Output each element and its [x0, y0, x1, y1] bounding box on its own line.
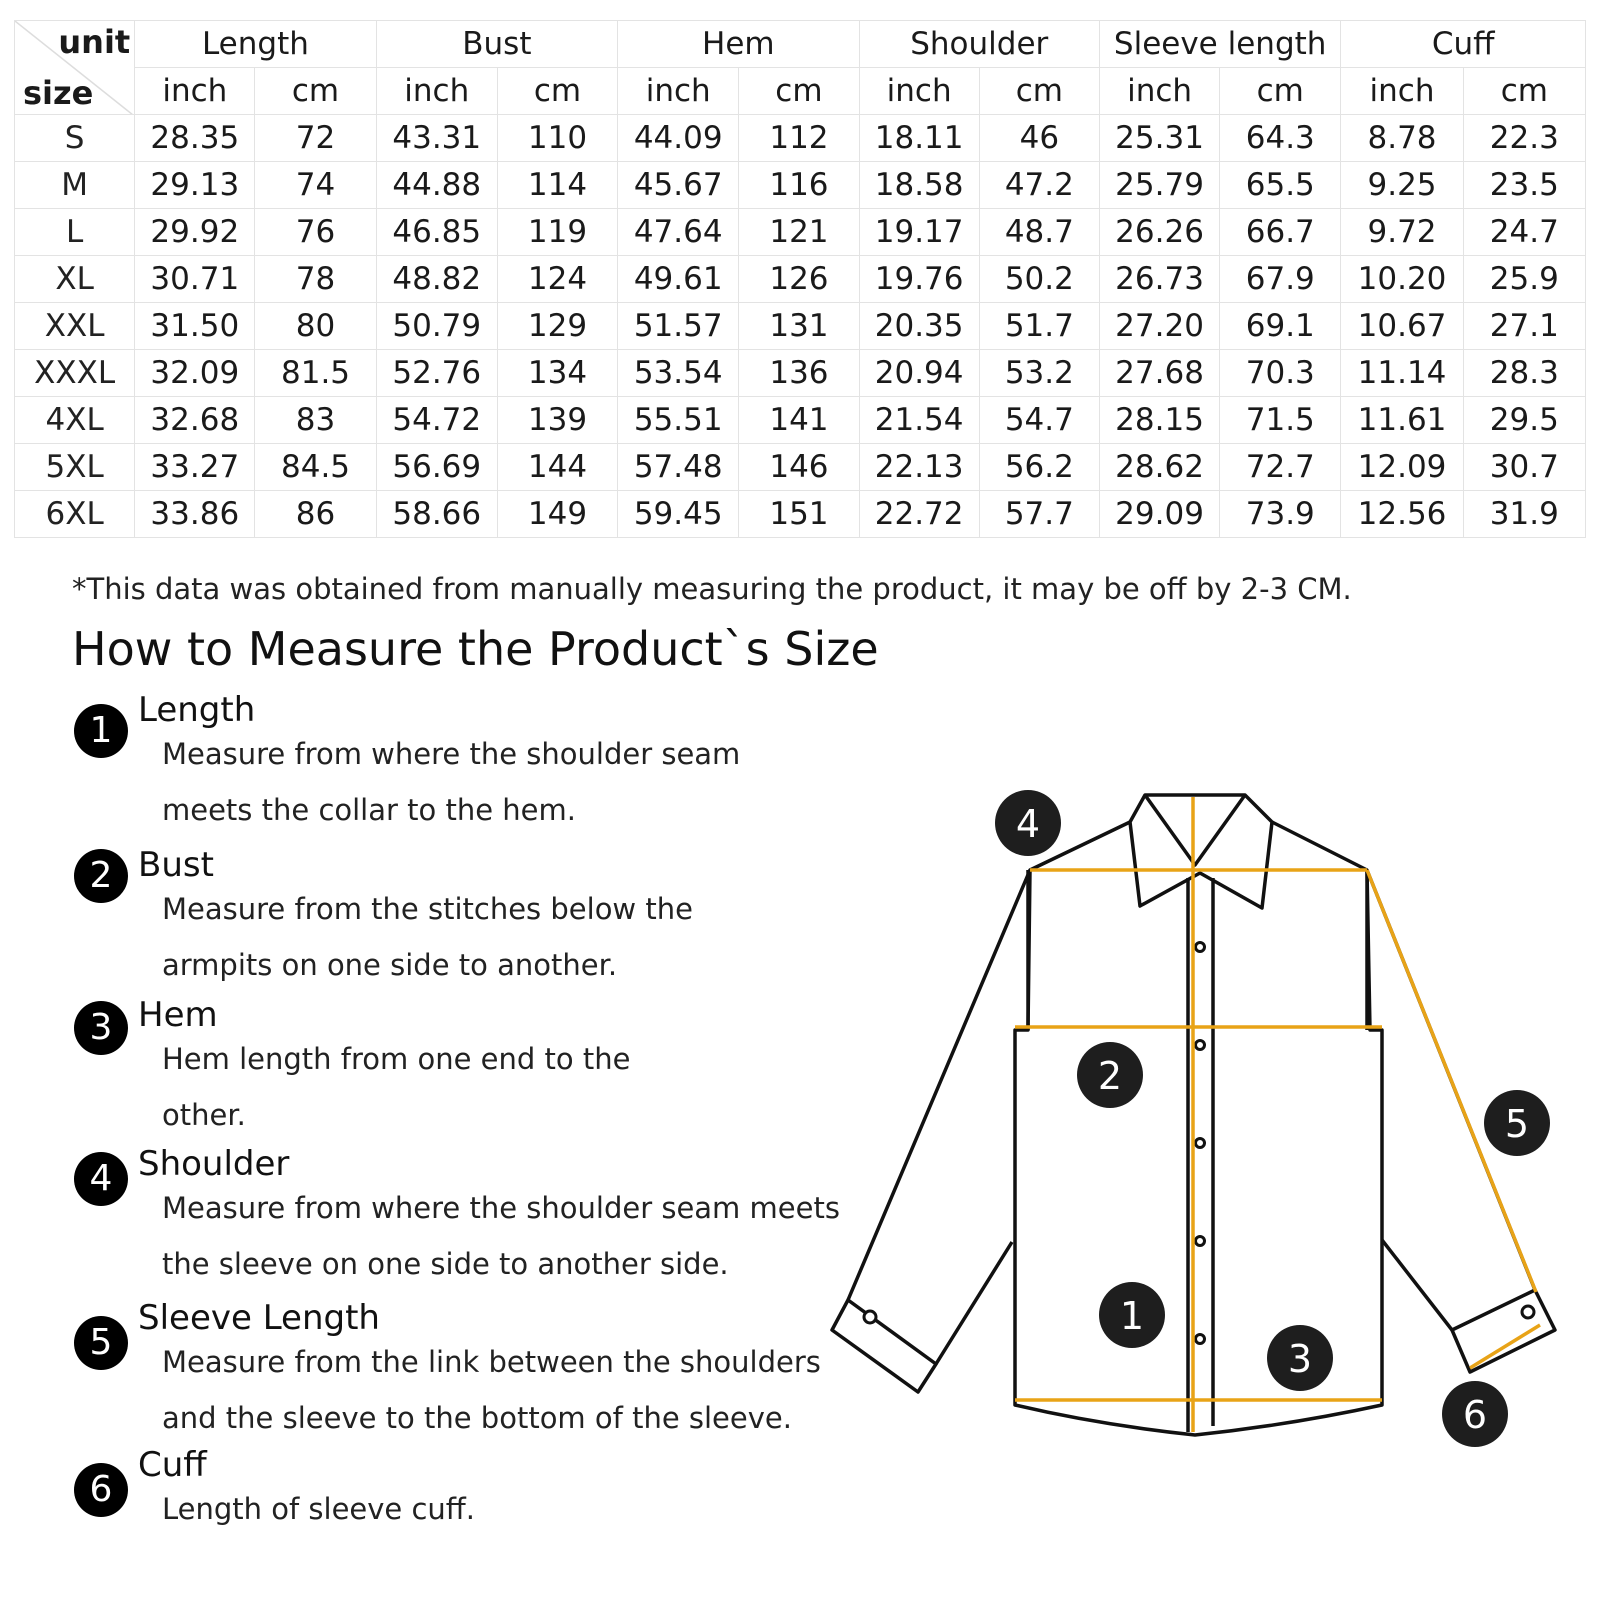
unit-label-inch: inch — [376, 68, 497, 115]
table-cell: 11.61 — [1341, 397, 1463, 444]
header-row-measures — [15, 21, 1586, 68]
header-bust: Bust — [376, 21, 617, 68]
marker-number: 4 — [1015, 802, 1041, 846]
unit-label-cm: cm — [1463, 68, 1585, 115]
table-cell: 56.69 — [376, 444, 497, 491]
step-number-badge: 2 — [74, 849, 128, 903]
cuff-measure-line — [1470, 1325, 1540, 1368]
table-cell: 45.67 — [618, 162, 739, 209]
table-row — [15, 303, 1586, 350]
table-cell: 57.7 — [979, 491, 1099, 538]
marker-length — [1099, 1282, 1165, 1348]
size-label: L — [15, 209, 135, 256]
table-cell: 53.54 — [618, 350, 739, 397]
marker-shoulder — [995, 790, 1061, 856]
corner-size-label: size — [23, 74, 94, 112]
step-number-badge: 6 — [74, 1463, 128, 1517]
table-row — [15, 350, 1586, 397]
howto-title: How to Measure the Product`s Size — [72, 622, 879, 676]
table-cell: 114 — [497, 162, 617, 209]
size-label: 6XL — [15, 491, 135, 538]
table-cell: 146 — [739, 444, 859, 491]
table-cell: 31.50 — [135, 303, 255, 350]
marker-number: 5 — [1504, 1102, 1530, 1146]
table-cell: 78 — [255, 256, 376, 303]
table-cell: 116 — [739, 162, 859, 209]
shirt-buttons — [864, 943, 1534, 1344]
step-title: Hem — [138, 995, 218, 1035]
table-cell: 48.82 — [376, 256, 497, 303]
table-cell: 33.86 — [135, 491, 255, 538]
table-cell: 20.94 — [859, 350, 979, 397]
table-cell: 149 — [497, 491, 617, 538]
step-title: Shoulder — [138, 1144, 290, 1184]
table-cell: 30.7 — [1463, 444, 1585, 491]
table-cell: 22.3 — [1463, 115, 1585, 162]
size-label: XXL — [15, 303, 135, 350]
table-cell: 47.2 — [979, 162, 1099, 209]
table-cell: 112 — [739, 115, 859, 162]
table-cell: 65.5 — [1220, 162, 1341, 209]
unit-label-cm: cm — [255, 68, 376, 115]
measurement-note: *This data was obtained from manually measuring the product, it may be off by 2-3 CM. — [72, 572, 1352, 606]
table-cell: 49.61 — [618, 256, 739, 303]
cuff-button — [864, 1311, 876, 1323]
table-cell: 70.3 — [1220, 350, 1341, 397]
table-cell: 18.58 — [859, 162, 979, 209]
marker-hem — [1267, 1325, 1333, 1391]
table-cell: 124 — [497, 256, 617, 303]
table-cell: 9.25 — [1341, 162, 1463, 209]
table-cell: 54.7 — [979, 397, 1099, 444]
table-cell: 28.62 — [1099, 444, 1219, 491]
shirt-diagram — [820, 760, 1580, 1480]
header-shoulder: Shoulder — [859, 21, 1099, 68]
table-cell: 66.7 — [1220, 209, 1341, 256]
size-label: 4XL — [15, 397, 135, 444]
step-hem — [0, 995, 880, 1145]
unit-label-inch: inch — [1341, 68, 1463, 115]
shirt-button — [1196, 1041, 1205, 1050]
table-cell: 67.9 — [1220, 256, 1341, 303]
table-corner-cell — [15, 21, 135, 115]
table-cell: 72 — [255, 115, 376, 162]
table-cell: 20.35 — [859, 303, 979, 350]
step-title: Sleeve Length — [138, 1298, 380, 1338]
header-row-units — [15, 68, 1586, 115]
table-cell: 50.79 — [376, 303, 497, 350]
size-label: M — [15, 162, 135, 209]
table-cell: 21.54 — [859, 397, 979, 444]
table-cell: 22.13 — [859, 444, 979, 491]
shirt-button — [1196, 1237, 1205, 1246]
size-label: XL — [15, 256, 135, 303]
table-cell: 10.67 — [1341, 303, 1463, 350]
unit-label-inch: inch — [135, 68, 255, 115]
unit-label-cm: cm — [1220, 68, 1341, 115]
corner-unit-label: unit — [58, 23, 131, 61]
size-label: S — [15, 115, 135, 162]
marker-number: 3 — [1287, 1337, 1313, 1381]
table-cell: 69.1 — [1220, 303, 1341, 350]
marker-number: 2 — [1097, 1054, 1123, 1098]
left-cuff — [832, 1300, 936, 1392]
table-cell: 80 — [255, 303, 376, 350]
step-length — [0, 690, 880, 840]
size-label: 5XL — [15, 444, 135, 491]
table-cell: 27.68 — [1099, 350, 1219, 397]
table-cell: 86 — [255, 491, 376, 538]
table-cell: 25.31 — [1099, 115, 1219, 162]
table-row — [15, 256, 1586, 303]
table-row — [15, 444, 1586, 491]
table-cell: 46.85 — [376, 209, 497, 256]
cuff-button — [1522, 1306, 1534, 1318]
table-cell: 12.09 — [1341, 444, 1463, 491]
table-cell: 24.7 — [1463, 209, 1585, 256]
step-bust — [0, 845, 880, 995]
step-description: Measure from where the shoulder seam meets the collar to the hem. — [162, 737, 741, 827]
step-number-badge: 5 — [74, 1316, 128, 1370]
table-cell: 72.7 — [1220, 444, 1341, 491]
table-cell: 134 — [497, 350, 617, 397]
table-cell: 10.20 — [1341, 256, 1463, 303]
unit-label-cm: cm — [979, 68, 1099, 115]
header-hem: Hem — [618, 21, 859, 68]
table-cell: 139 — [497, 397, 617, 444]
table-cell: 52.76 — [376, 350, 497, 397]
marker-bust — [1077, 1042, 1143, 1108]
table-cell: 28.15 — [1099, 397, 1219, 444]
table-cell: 141 — [739, 397, 859, 444]
step-title: Bust — [138, 845, 214, 885]
step-number-badge: 1 — [74, 704, 128, 758]
table-cell: 54.72 — [376, 397, 497, 444]
size-label: XXXL — [15, 350, 135, 397]
table-cell: 119 — [497, 209, 617, 256]
table-cell: 51.57 — [618, 303, 739, 350]
step-description: Measure from where the shoulder seam meets the sleeve on one side to another side. — [162, 1191, 840, 1281]
table-cell: 44.88 — [376, 162, 497, 209]
unit-label-inch: inch — [1099, 68, 1219, 115]
left-sleeve-outline — [848, 870, 1030, 1364]
table-cell: 33.27 — [135, 444, 255, 491]
table-cell: 23.5 — [1463, 162, 1585, 209]
step-number-badge: 3 — [74, 1001, 128, 1055]
table-cell: 110 — [497, 115, 617, 162]
marker-cuff — [1442, 1381, 1508, 1447]
table-row — [15, 115, 1586, 162]
unit-label-cm: cm — [497, 68, 617, 115]
table-cell: 84.5 — [255, 444, 376, 491]
step-description: Measure from the link between the shoulders and the sleeve to the bottom of the sleeve. — [162, 1345, 821, 1435]
table-cell: 25.9 — [1463, 256, 1585, 303]
table-cell: 46 — [979, 115, 1099, 162]
table-cell: 81.5 — [255, 350, 376, 397]
table-cell: 144 — [497, 444, 617, 491]
step-description: Hem length from one end to the other. — [162, 1042, 631, 1132]
table-cell: 76 — [255, 209, 376, 256]
table-cell: 48.7 — [979, 209, 1099, 256]
table-cell: 151 — [739, 491, 859, 538]
unit-label-cm: cm — [739, 68, 859, 115]
table-cell: 64.3 — [1220, 115, 1341, 162]
table-cell: 30.71 — [135, 256, 255, 303]
size-table — [14, 20, 1586, 538]
table-cell: 126 — [739, 256, 859, 303]
table-cell: 32.09 — [135, 350, 255, 397]
table-cell: 53.2 — [979, 350, 1099, 397]
shirt-button — [1196, 943, 1205, 952]
step-cuff — [0, 1445, 880, 1595]
step-title: Cuff — [138, 1445, 207, 1485]
table-cell: 56.2 — [979, 444, 1099, 491]
size-rows — [15, 115, 1586, 538]
shirt-button — [1196, 1139, 1205, 1148]
header-length: Length — [135, 21, 376, 68]
table-row — [15, 397, 1586, 444]
step-number-badge: 4 — [74, 1152, 128, 1206]
table-cell: 29.5 — [1463, 397, 1585, 444]
table-cell: 121 — [739, 209, 859, 256]
table-cell: 11.14 — [1341, 350, 1463, 397]
table-cell: 71.5 — [1220, 397, 1341, 444]
unit-label-inch: inch — [618, 68, 739, 115]
table-cell: 19.17 — [859, 209, 979, 256]
table-cell: 50.2 — [979, 256, 1099, 303]
table-cell: 22.72 — [859, 491, 979, 538]
table-cell: 26.73 — [1099, 256, 1219, 303]
table-cell: 31.9 — [1463, 491, 1585, 538]
table-cell: 29.13 — [135, 162, 255, 209]
table-cell: 47.64 — [618, 209, 739, 256]
table-cell: 8.78 — [1341, 115, 1463, 162]
table-cell: 83 — [255, 397, 376, 444]
marker-number: 6 — [1462, 1393, 1488, 1437]
table-cell: 58.66 — [376, 491, 497, 538]
right-cuff — [1452, 1290, 1555, 1372]
table-cell: 18.11 — [859, 115, 979, 162]
step-description: Length of sleeve cuff. — [162, 1492, 476, 1526]
table-cell: 43.31 — [376, 115, 497, 162]
shirt-collar — [1130, 795, 1272, 908]
header-sleeve-length: Sleeve length — [1099, 21, 1340, 68]
table-cell: 129 — [497, 303, 617, 350]
table-cell: 25.79 — [1099, 162, 1219, 209]
table-cell: 57.48 — [618, 444, 739, 491]
step-shoulder — [0, 1144, 880, 1294]
table-row — [15, 162, 1586, 209]
table-cell: 136 — [739, 350, 859, 397]
table-cell: 55.51 — [618, 397, 739, 444]
table-cell: 27.1 — [1463, 303, 1585, 350]
marker-number: 1 — [1119, 1294, 1145, 1338]
step-description: Measure from the stitches below the armpits on one side to another. — [162, 892, 693, 982]
table-cell: 28.3 — [1463, 350, 1585, 397]
table-cell: 27.20 — [1099, 303, 1219, 350]
table-cell: 44.09 — [618, 115, 739, 162]
table-cell: 51.7 — [979, 303, 1099, 350]
header-cuff: Cuff — [1341, 21, 1586, 68]
table-cell: 32.68 — [135, 397, 255, 444]
table-row — [15, 491, 1586, 538]
table-cell: 26.26 — [1099, 209, 1219, 256]
table-cell: 19.76 — [859, 256, 979, 303]
step-sleeve-length — [0, 1298, 880, 1448]
table-cell: 29.92 — [135, 209, 255, 256]
table-cell: 73.9 — [1220, 491, 1341, 538]
marker-sleeve-length — [1484, 1090, 1550, 1156]
table-cell: 59.45 — [618, 491, 739, 538]
shirt-button — [1196, 1335, 1205, 1344]
table-cell: 28.35 — [135, 115, 255, 162]
unit-label-inch: inch — [859, 68, 979, 115]
table-cell: 12.56 — [1341, 491, 1463, 538]
step-title: Length — [138, 690, 256, 730]
collar-band — [1145, 795, 1245, 865]
sleeve-measure-line — [1367, 870, 1536, 1292]
table-cell: 9.72 — [1341, 209, 1463, 256]
table-row — [15, 209, 1586, 256]
table-cell: 74 — [255, 162, 376, 209]
table-cell: 131 — [739, 303, 859, 350]
table-cell: 29.09 — [1099, 491, 1219, 538]
